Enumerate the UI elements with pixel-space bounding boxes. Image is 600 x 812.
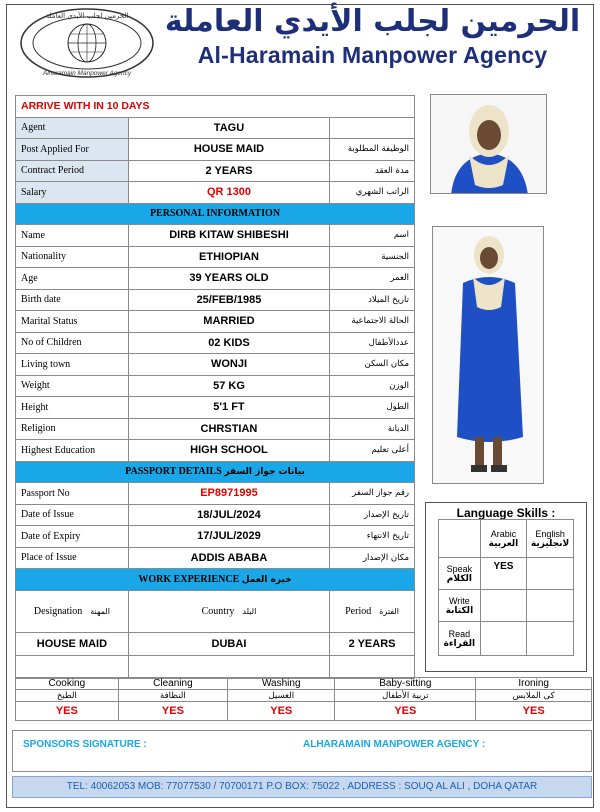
- skill-name-arabic: كى الملابس: [476, 690, 592, 702]
- language-skills-title: Language Skills :: [456, 506, 556, 520]
- contact-footer: TEL: 40062053 MOB: 77077530 / 70700171 P.O BOX: 75022 , ADDRESS : SOUQ AL ALI , DOHA QATAR: [12, 776, 592, 798]
- work-designation-value: HOUSE MAID: [16, 632, 129, 655]
- personal_rows-row: [16, 246, 415, 268]
- field-label: Agent: [16, 117, 129, 139]
- field-label-arabic: الوزن: [330, 375, 415, 397]
- field-label-arabic: [330, 117, 415, 139]
- field-label: Date of Issue: [16, 504, 129, 526]
- language-arabic-header: Arabic العربية: [480, 520, 526, 558]
- sponsor-signature-label: SPONSORS SIGNATURE :: [23, 739, 147, 750]
- speak-arabic-cell: YES: [480, 558, 526, 590]
- field-label-arabic: العمر: [330, 268, 415, 290]
- language-read-label: Read القراءة: [439, 622, 481, 656]
- language-write-label: Write الكتابة: [439, 590, 481, 622]
- applicant-portrait-photo: [430, 94, 547, 194]
- skill-name-arabic: الطبخ: [16, 690, 119, 702]
- skill-name-arabic: الغسيل: [228, 690, 335, 702]
- skill-value: YES: [118, 702, 228, 721]
- field-value: HIGH SCHOOL: [128, 440, 329, 462]
- agency-title-english: Al-Haramain Manpower Agency: [197, 42, 548, 68]
- personal_rows-row: [16, 268, 415, 290]
- work-country-value: DUBAI: [128, 632, 329, 655]
- personal_rows-row: [16, 354, 415, 376]
- passport-header-text-arabic: بيانات جواز السفر: [224, 467, 305, 478]
- skill-name-arabic: النظافة: [118, 690, 228, 702]
- field-label-arabic: أعلى تعليم: [330, 440, 415, 462]
- field-value: 02 KIDS: [128, 332, 329, 354]
- language-skills-table: [438, 519, 574, 656]
- skill-value: YES: [476, 702, 592, 721]
- field-label-arabic: تاريخ الميلاد: [330, 289, 415, 311]
- work-col-country: Country البلد: [128, 590, 329, 632]
- field-label: Passport No: [16, 483, 129, 505]
- passport-header-text: PASSPORT DETAILS: [125, 466, 222, 478]
- personal_rows-row: [16, 289, 415, 311]
- field-label-arabic: تاريخ الانتهاء: [330, 526, 415, 548]
- top_rows-row: [16, 160, 415, 182]
- field-label: No of Children: [16, 332, 129, 354]
- personal_rows-row: [16, 311, 415, 333]
- field-label-arabic: الحالة الاجتماعية: [330, 311, 415, 333]
- field-label-arabic: مدة العقد: [330, 160, 415, 182]
- field-value: 17/JUL/2029: [128, 526, 329, 548]
- field-label-arabic: الديانة: [330, 418, 415, 440]
- field-value: CHRSTIAN: [128, 418, 329, 440]
- field-value: 2 YEARS: [128, 160, 329, 182]
- field-label: Highest Education: [16, 440, 129, 462]
- work-col-period: Period الفترة: [330, 590, 415, 632]
- work-experience-header-text: WORK EXPERIENCE: [138, 573, 240, 585]
- field-label: Place of Issue: [16, 547, 129, 569]
- skills-table: [15, 677, 592, 721]
- field-label-arabic: الطول: [330, 397, 415, 419]
- field-label: Post Applied For: [16, 139, 129, 161]
- skill-value: YES: [16, 702, 119, 721]
- field-value: MARRIED: [128, 311, 329, 333]
- logo-english-text: Alharamain Manpower Agency: [42, 70, 132, 77]
- skill-name: Ironing: [476, 678, 592, 690]
- field-label-arabic: الوظيفة المطلوبة: [330, 139, 415, 161]
- field-value: EP8971995: [128, 483, 329, 505]
- field-label: Religion: [16, 418, 129, 440]
- field-value: ADDIS ABABA: [128, 547, 329, 569]
- work-col-designation: Designation المهنة: [16, 590, 129, 632]
- top_rows-row: [16, 117, 415, 139]
- field-label: Date of Expiry: [16, 526, 129, 548]
- personal_rows-row: [16, 397, 415, 419]
- field-label-arabic: مكان الإصدار: [330, 547, 415, 569]
- field-value: DIRB KITAW SHIBESHI: [128, 225, 329, 247]
- work-experience-header: [16, 569, 415, 591]
- personal-info-header-text: PERSONAL INFORMATION: [149, 208, 281, 220]
- language-speak-label: Speak الكلام: [439, 558, 481, 590]
- skill-name: Cleaning: [118, 678, 228, 690]
- personal_rows-row: [16, 418, 415, 440]
- field-value: 25/FEB/1985: [128, 289, 329, 311]
- field-value: TAGU: [128, 117, 329, 139]
- field-label: Birth date: [16, 289, 129, 311]
- personal_rows-row: [16, 375, 415, 397]
- passport_rows-row: [16, 504, 415, 526]
- personal_rows-row: [16, 440, 415, 462]
- application-table: [15, 95, 415, 679]
- field-value: 57 KG: [128, 375, 329, 397]
- agency-signature-label: ALHARAMAIN MANPOWER AGENCY :: [303, 739, 486, 750]
- language-skills-box: [425, 502, 587, 672]
- field-label: Age: [16, 268, 129, 290]
- work-experience-empty-row: [16, 655, 415, 678]
- field-label: Marital Status: [16, 311, 129, 333]
- passport_rows-row: [16, 526, 415, 548]
- write-arabic-cell: [480, 590, 526, 622]
- work-experience-header-text-arabic: خبره العمل: [241, 574, 292, 585]
- field-value: QR 1300: [128, 182, 329, 204]
- skill-name-arabic: تربية الأطفال: [335, 690, 476, 702]
- skill-name: Baby-sitting: [335, 678, 476, 690]
- personal_rows-row: [16, 332, 415, 354]
- field-label: Living town: [16, 354, 129, 376]
- field-label-arabic: مكان السكن: [330, 354, 415, 376]
- logo-arabic-text: الحرمين لجلب الأيدي العاملة: [45, 12, 129, 20]
- field-label: Salary: [16, 182, 129, 204]
- field-label: Weight: [16, 375, 129, 397]
- arrive-text: ARRIVE WITH IN 10 DAYS: [16, 96, 415, 118]
- applicant-full-body-photo: [432, 226, 544, 484]
- field-label-arabic: عددالأطفال: [330, 332, 415, 354]
- work-experience-row: [16, 632, 415, 655]
- field-value: HOUSE MAID: [128, 139, 329, 161]
- skill-value: YES: [228, 702, 335, 721]
- language-english-header: English لانجليزية: [527, 520, 574, 558]
- field-label-arabic: الجنسية: [330, 246, 415, 268]
- personal-info-header: [16, 203, 415, 225]
- top_rows-row: [16, 182, 415, 204]
- passport_rows-row: [16, 547, 415, 569]
- top_rows-row: [16, 139, 415, 161]
- field-label: Name: [16, 225, 129, 247]
- field-label-arabic: رقم جواز السفر: [330, 483, 415, 505]
- agency-title-arabic: الحرمين لجلب الأيدي العاملة: [164, 4, 581, 39]
- field-value: ETHIOPIAN: [128, 246, 329, 268]
- work-columns-row: [16, 590, 415, 632]
- skill-value: YES: [335, 702, 476, 721]
- field-value: 5'1 FT: [128, 397, 329, 419]
- field-label: Height: [16, 397, 129, 419]
- field-label-arabic: تاريخ الإصدار: [330, 504, 415, 526]
- skill-name: Cooking: [16, 678, 119, 690]
- speak-english-cell: [527, 558, 574, 590]
- field-label: Contract Period: [16, 160, 129, 182]
- read-arabic-cell: [480, 622, 526, 656]
- personal_rows-row: [16, 225, 415, 247]
- skill-name: Washing: [228, 678, 335, 690]
- field-value: 18/JUL/2024: [128, 504, 329, 526]
- passport-header: [16, 461, 415, 483]
- field-label-arabic: الراتب الشهري: [330, 182, 415, 204]
- signature-area: [12, 730, 592, 772]
- agency-logo: [18, 6, 156, 80]
- write-english-cell: [527, 590, 574, 622]
- read-english-cell: [527, 622, 574, 656]
- work-period-value: 2 YEARS: [330, 632, 415, 655]
- arrive-row: [16, 96, 415, 118]
- field-label-arabic: اسم: [330, 225, 415, 247]
- field-label: Nationality: [16, 246, 129, 268]
- field-value: 39 YEARS OLD: [128, 268, 329, 290]
- passport_rows-row: [16, 483, 415, 505]
- field-value: WONJI: [128, 354, 329, 376]
